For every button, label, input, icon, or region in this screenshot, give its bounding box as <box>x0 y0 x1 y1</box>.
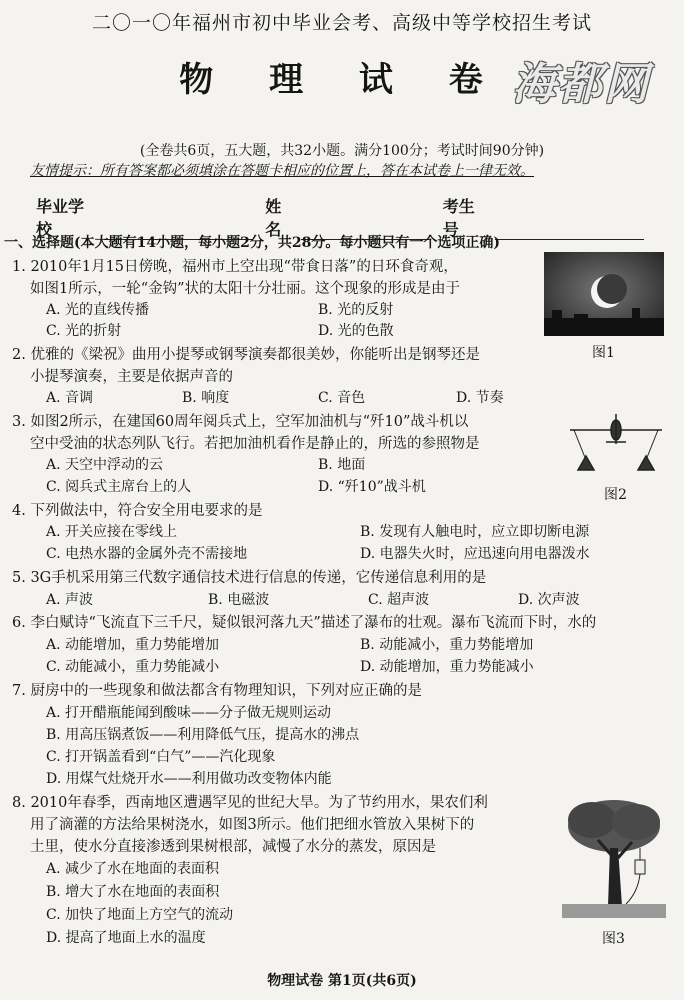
q6-line1: 6. 李白赋诗“飞流直下三千尺，疑似银河落九天”描述了瀑布的壮观。瀑布飞流而下时，水的 <box>12 615 597 631</box>
q5-option-a: A. 声波 <box>46 592 94 608</box>
q6-option-b: B. 动能减小，重力势能增加 <box>360 637 534 653</box>
q3-option-a: A. 天空中浮动的云 <box>46 457 164 473</box>
exam-info: (全卷共6页，五大题，共32小题。满分100分；考试时间90分钟) <box>139 143 545 159</box>
q8-line2: 用了滴灌的方法给果树浇水，如图3所示。他们把细水管放入果树下的 <box>30 817 475 833</box>
q1-option-b: B. 光的反射 <box>318 302 394 318</box>
q1-option-a: A. 光的直线传播 <box>46 302 150 318</box>
q7-line1: 7. 厨房中的一些现象和做法都含有物理知识，下列对应正确的是 <box>12 683 422 699</box>
exam-id-label: 考生号 <box>442 197 475 239</box>
q3-line1: 3. 如图2所示，在建国60周年阅兵式上，空军加油机与“歼10”战斗机以 <box>12 414 469 430</box>
exam-header-title: 二〇一〇年福州市初中毕业会考、高级中等学校招生考试 <box>91 12 592 34</box>
q8-option-a: A. 减少了水在地面的表面积 <box>46 861 220 877</box>
figure-2-label: 图2 <box>604 487 627 503</box>
figure-1-label: 图1 <box>592 345 615 361</box>
q2-option-a: A. 音调 <box>46 390 94 406</box>
q1-option-d: D. 光的色散 <box>318 323 394 339</box>
q7-option-d: D. 用煤气灶烧开水——利用做功改变物体内能 <box>46 771 332 787</box>
q1-line1: 1. 2010年1月15日傍晚，福州市上空出现“带食日落”的日环食奇观， <box>12 259 458 275</box>
q4-option-b: B. 发现有人触电时，应立即切断电源 <box>360 524 590 540</box>
figure-1-eclipse-image <box>544 252 664 336</box>
figure-3-tree-drip-image <box>562 796 666 918</box>
q2-option-b: B. 响度 <box>182 390 230 406</box>
q5-option-d: D. 次声波 <box>518 592 580 608</box>
q4-line1: 4. 下列做法中，符合安全用电要求的是 <box>12 503 263 519</box>
q7-option-a: A. 打开醋瓶能闻到酸味——分子做无规则运动 <box>46 705 332 721</box>
q8-line1: 8. 2010年春季，西南地区遭遇罕见的世纪大旱。为了节约用水，果农们利 <box>12 795 488 811</box>
watermark-logo: 海都网 <box>512 59 650 110</box>
q8-option-d: D. 提高了地面上水的温度 <box>46 930 206 946</box>
q8-option-c: C. 加快了地面上方空气的流动 <box>46 907 234 923</box>
q2-line1: 2. 优雅的《梁祝》曲用小提琴或钢琴演奏都很美妙，你能听出是钢琴还是 <box>12 347 480 363</box>
q4-option-a: A. 开关应接在零线上 <box>46 524 178 540</box>
q8-line3: 土里，使水分直接渗透到果树根部，减慢了水分的蒸发，原因是 <box>30 839 436 855</box>
q7-option-b: B. 用高压锅煮饭——利用降低气压，提高水的沸点 <box>46 727 360 743</box>
q1-option-c: C. 光的折射 <box>46 323 122 339</box>
q1-line2: 如图1所示，一轮“金钩”状的太阳十分壮丽。这个现象的形成是由于 <box>30 281 461 297</box>
exam-notice: 友情提示：所有答案都必须填涂在答题卡相应的位置上，答在本试卷上一律无效。 <box>30 163 534 179</box>
figure-2-aircraft-image <box>566 408 666 480</box>
q4-option-c: C. 电热水器的金属外壳不需接地 <box>46 546 248 562</box>
q3-option-b: B. 地面 <box>318 457 366 473</box>
subject-title: 物 理 试 卷 <box>179 60 505 100</box>
name-label: 姓名 <box>265 197 282 239</box>
q8-option-b: B. 增大了水在地面的表面积 <box>46 884 220 900</box>
q4-option-d: D. 电器失火时，应迅速向用电器泼水 <box>360 546 590 562</box>
q7-option-c: C. 打开锅盖看到“白气”——汽化现象 <box>46 749 276 765</box>
q2-option-d: D. 节奏 <box>456 390 504 406</box>
q6-option-c: C. 动能减小，重力势能减小 <box>46 659 220 675</box>
q5-option-b: B. 电磁波 <box>208 592 270 608</box>
q2-option-c: C. 音色 <box>318 390 366 406</box>
q3-option-d: D. “歼10”战斗机 <box>318 479 426 495</box>
figure-3-label: 图3 <box>602 931 625 947</box>
q3-line2: 空中受油的状态列队飞行。若把加油机看作是静止的，所选的参照物是 <box>30 436 480 452</box>
school-label: 毕业学校 <box>36 197 85 239</box>
q5-line1: 5. 3G手机采用第三代数字通信技术进行信息的传递，它传递信息利用的是 <box>12 570 487 586</box>
q3-option-c: C. 阅兵式主席台上的人 <box>46 479 192 495</box>
exam-id-line <box>495 223 644 240</box>
q6-option-a: A. 动能增加，重力势能增加 <box>46 637 220 653</box>
page-footer: 物理试卷 第1页(共6页) <box>267 973 417 989</box>
q5-option-c: C. 超声波 <box>368 592 430 608</box>
q6-option-d: D. 动能增加，重力势能减小 <box>360 659 534 675</box>
section-1-title: 一、选择题(本大题有14小题，每小题2分，共28分。每小题只有一个选项正确) <box>4 235 500 251</box>
q2-line2: 小提琴演奏，主要是依据声音的 <box>30 369 233 385</box>
